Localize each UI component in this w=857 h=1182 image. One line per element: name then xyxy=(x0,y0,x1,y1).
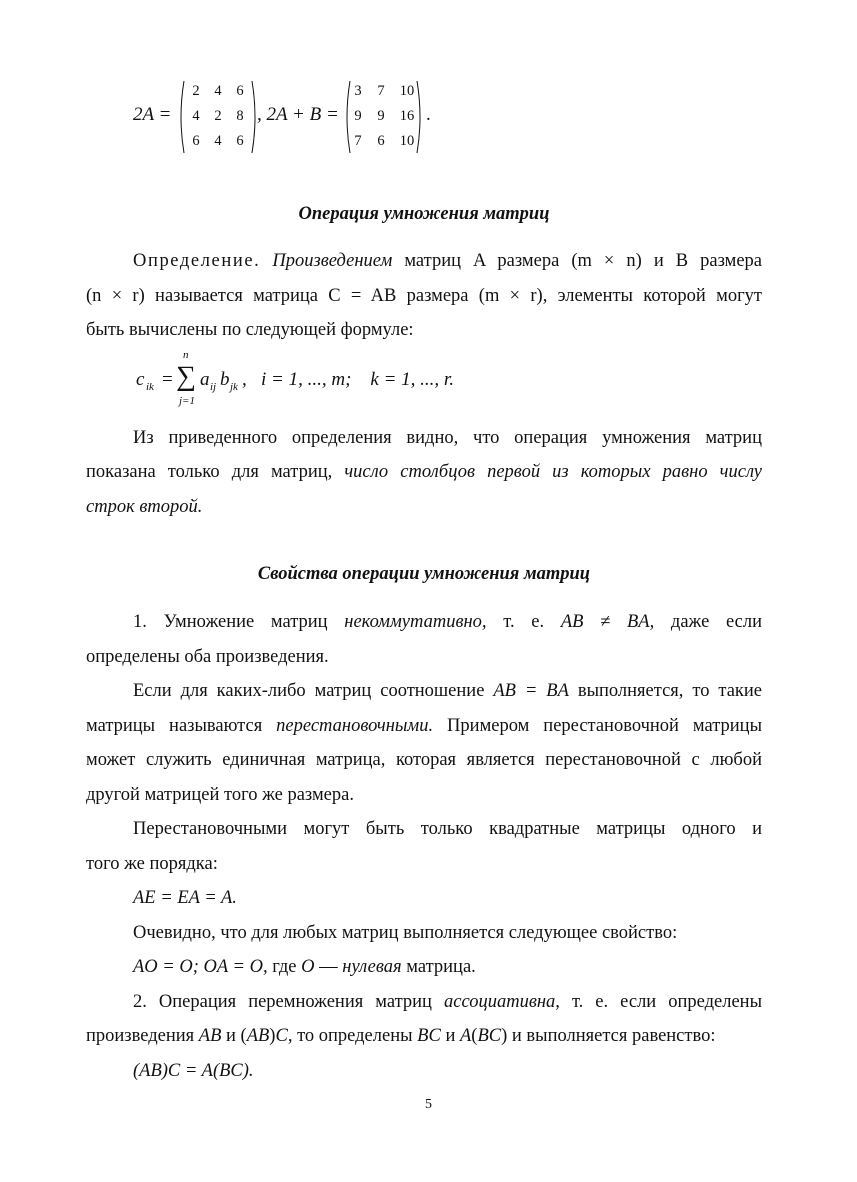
text-run: произведения xyxy=(86,1026,199,1046)
summation-formula xyxy=(136,349,466,415)
text-run: ( xyxy=(471,1026,478,1046)
text-run: матрицы называются xyxy=(86,716,277,736)
text-run: и ( xyxy=(221,1026,247,1046)
text-run: выполняется, то такие xyxy=(568,681,763,701)
text-run-italic: BC xyxy=(477,1026,502,1046)
text-run: и xyxy=(440,1026,460,1046)
matrix1-cell: 4 xyxy=(214,133,222,149)
equation-middle: , 2A + B = xyxy=(257,104,339,125)
definition-line-2: (n × r) называется матрица C = AB размера (m × r), элементы которой могут xyxy=(86,286,762,306)
text-run: Если для каких-либо матриц соотношение xyxy=(133,681,494,701)
matrix2-cell: 10 xyxy=(399,83,415,99)
formula-c: c xyxy=(136,369,145,390)
identity-equation: AE = EA = A. xyxy=(133,888,237,908)
permutable-line-2 xyxy=(86,709,762,744)
matrix2-cell: 6 xyxy=(377,133,385,149)
text-run: — xyxy=(314,957,343,977)
matrix1-cell: 2 xyxy=(214,108,222,124)
formula-c-subscript: ik xyxy=(146,381,154,393)
text-run: , т. е. если определены xyxy=(555,992,763,1012)
matrix2-right-bracket xyxy=(416,80,424,154)
matrix2-cell: 10 xyxy=(399,133,415,149)
text-run: Примером перестановочной матрицы xyxy=(433,716,762,736)
matrix2-cell: 16 xyxy=(399,108,415,124)
text-run: 1. Умножение матриц xyxy=(133,612,345,632)
text-run: 2. Операция перемножения матриц xyxy=(133,992,444,1012)
matrix2-cell: 7 xyxy=(377,83,385,99)
text-run-italic: некоммутативно, xyxy=(344,612,487,632)
text-run-italic: AB ≠ BA, xyxy=(560,612,655,632)
matrix1-cell: 4 xyxy=(192,108,200,124)
paragraph-2-italic-text: число столбцов первой из которых равно числу xyxy=(344,462,762,482)
matrix1-cell: 2 xyxy=(192,83,200,99)
formula-a-subscript: ij xyxy=(210,381,217,393)
associative-line-2 xyxy=(86,1019,762,1054)
square-matrices-line-2: того же порядка: xyxy=(86,854,218,874)
sum-lower-limit: j=1 xyxy=(179,395,195,407)
equation-end: . xyxy=(426,104,431,125)
page-number: 5 xyxy=(425,1097,432,1112)
square-matrices-line-1: Перестановочными могут быть только квадратные матрицы одного и xyxy=(133,819,762,839)
definition-line-1-rest: матриц A размера (m × n) и B размера xyxy=(392,251,763,271)
matrix2-cell: 3 xyxy=(354,83,362,99)
text-run-italic: перестановочными. xyxy=(276,716,434,736)
associative-equation: (AB)C = A(BC). xyxy=(133,1061,254,1081)
sum-upper-limit: n xyxy=(183,349,189,361)
text-run: т. е. xyxy=(486,612,561,632)
definition-line-1 xyxy=(133,244,762,279)
matrix2-cell: 9 xyxy=(377,108,385,124)
matrix1-cell: 8 xyxy=(236,108,244,124)
text-run: матрица. xyxy=(401,957,476,977)
matrix1-cell: 6 xyxy=(236,133,244,149)
definition-italic-word: Произведением xyxy=(272,251,393,271)
property-1-line-2: определены оба произведения. xyxy=(86,647,329,667)
sum-sign: ∑ xyxy=(176,361,196,392)
text-run: ) xyxy=(269,1026,276,1046)
paragraph-2-line-3: строк второй. xyxy=(86,497,203,517)
text-run-italic: AB = BA xyxy=(493,681,569,701)
formula-b: b xyxy=(220,369,230,390)
text-run: где xyxy=(267,957,302,977)
definition-term: Определение. xyxy=(133,251,261,271)
section-heading-properties: Свойства операции умножения матриц xyxy=(257,564,591,584)
definition-line-3: быть вычислены по следующей формуле: xyxy=(86,320,414,340)
matrix1-cell: 4 xyxy=(214,83,222,99)
text-run: , то определены xyxy=(287,1026,418,1046)
formula-index-ranges: , i = 1, ..., m; k = 1, ..., r. xyxy=(242,369,454,390)
matrix1-cell: 6 xyxy=(192,133,200,149)
matrix2-cell: 7 xyxy=(354,133,362,149)
formula-b-subscript: jk xyxy=(230,381,238,393)
matrix-equation xyxy=(133,80,453,154)
text-run-italic: AB xyxy=(198,1026,222,1046)
text-run-italic: AO = O; OA = O, xyxy=(133,957,268,977)
text-run-italic: AB xyxy=(246,1026,270,1046)
paragraph-2-plain-text: показана только для матриц, xyxy=(86,462,345,482)
matrix2-cell: 9 xyxy=(354,108,362,124)
zero-property-intro: Очевидно, что для любых матриц выполняется следующее свойство: xyxy=(133,923,678,943)
zero-matrix-equation xyxy=(133,950,476,985)
matrix1-left-bracket xyxy=(177,80,185,154)
text-run-italic: ассоциативна xyxy=(444,992,556,1012)
property-1-line-1 xyxy=(133,605,762,640)
text-run-italic: C xyxy=(275,1026,288,1046)
text-run: даже если xyxy=(654,612,762,632)
equation-lhs: 2A = xyxy=(133,104,172,125)
associative-line-1 xyxy=(133,985,762,1020)
formula-equals: = xyxy=(162,369,173,390)
permutable-line-3: может служить единичная матрица, которая является перестановочной с любой xyxy=(86,750,762,770)
section-heading-multiplication: Операция умножения матриц xyxy=(298,204,550,224)
permutable-line-4: другой матрицей того же размера. xyxy=(86,785,354,805)
paragraph-2-line-2 xyxy=(86,455,762,490)
formula-a: a xyxy=(200,369,210,390)
permutable-line-1 xyxy=(133,674,762,709)
paragraph-2-line-1: Из приведенного определения видно, что операция умножения матриц xyxy=(133,428,762,448)
matrix1-cell: 6 xyxy=(236,83,244,99)
text-run-italic: нулевая xyxy=(342,957,402,977)
text-run-italic: A xyxy=(459,1026,472,1046)
text-run-italic: O xyxy=(301,957,315,977)
text-run: ) и выполняется равенство: xyxy=(501,1026,716,1046)
text-run-italic: BC xyxy=(417,1026,441,1046)
